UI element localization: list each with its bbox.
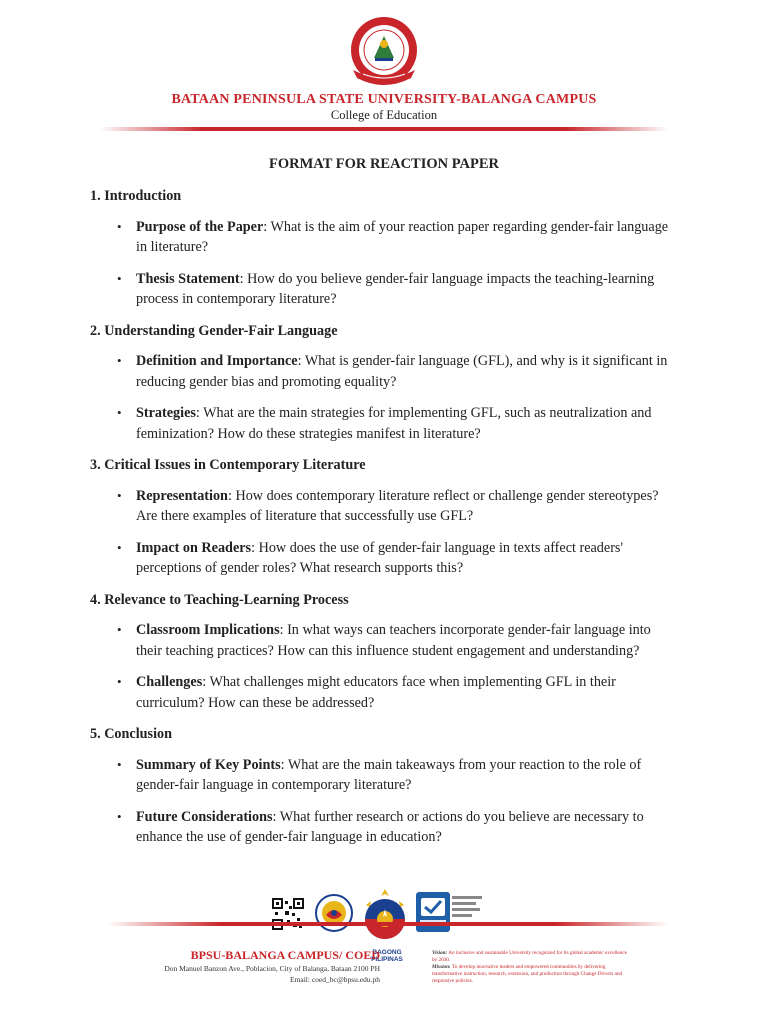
mission-label: Mission: [432, 964, 451, 970]
list-item [90, 672, 680, 713]
list-item [90, 755, 680, 796]
university-name: BATAAN PENINSULA STATE UNIVERSITY-BALANGA CAMPUS [171, 92, 597, 107]
bullet-icon: • [117, 622, 122, 637]
bullet-list [90, 351, 680, 444]
bullet-list [90, 486, 680, 579]
list-item [90, 217, 680, 258]
item-text: : In what ways can teachers incorporate gender-fair language into their teaching practices? How can this influence student engagement and understanding? [136, 622, 651, 659]
footer-address: Don Manuel Banzon Ave., Poblacion, City of Balanga, Bataan 2100 PH [164, 964, 380, 973]
bullet-list [90, 620, 680, 713]
bullet-icon: • [117, 674, 122, 689]
bullet-list [90, 755, 680, 848]
university-seal-logo [345, 14, 423, 90]
section-heading: 5. Conclusion [90, 726, 172, 742]
section-critical-issues [90, 455, 680, 579]
bullet-icon: • [117, 270, 122, 286]
section-heading: 3. Critical Issues in Contemporary Literature [90, 457, 366, 473]
accreditation-seal-logo [314, 893, 354, 933]
footer-email: Email: coed_bc@bpsu.edu.ph [289, 975, 380, 984]
bullet-icon: • [117, 808, 122, 824]
footer-campus: BPSU-BALANGA CAMPUS/ COED [190, 948, 380, 962]
item-term: Impact on Readers [136, 539, 252, 556]
bagong-pilipinas-logo [360, 887, 410, 949]
section-conclusion [90, 724, 680, 848]
item-term: Purpose of the Paper [136, 218, 264, 235]
list-item [90, 403, 680, 444]
item-text: : What are the main strategies for implementing GFL, such as neutralization and feminization? How do these strategies manifest in literature? [136, 405, 652, 442]
list-item [90, 269, 680, 310]
section-heading: 4. Relevance to Teaching-Learning Process [90, 591, 349, 608]
footer-vision [432, 950, 632, 964]
footer-divider [108, 922, 668, 926]
section-relevance [90, 590, 680, 714]
bullet-icon: • [117, 539, 122, 555]
footer-mission [432, 964, 632, 985]
document-body [90, 186, 680, 859]
item-text: : What are the main takeaways from your reaction to the role of gender-fair language in contemporary literature? [136, 756, 642, 793]
list-item [90, 538, 680, 579]
item-term: Representation [136, 487, 228, 504]
item-term: Summary of Key Points [136, 756, 281, 773]
mission-text: To develop innovative leaders and empowered communities by delivering transformative instruction, research, extension, and production through Change Drivers and responsive policies. [432, 964, 623, 984]
bullet-icon: • [117, 353, 122, 368]
section-understanding-gfl [90, 321, 680, 445]
item-text: : How do you believe gender-fair language impacts the teaching-learning process in contemporary literature? [136, 270, 655, 307]
item-text: : How does contemporary literature reflect or challenge gender stereotypes? Are there examples of literature that successfully use GFL? [136, 487, 659, 524]
item-text: : What is the aim of your reaction paper regarding gender-fair language in literature? [136, 218, 669, 255]
vision-text: An inclusive and sustainable University recognized for its global academic excellence by 2030. [432, 950, 627, 963]
bullet-icon: • [117, 405, 122, 420]
vision-label: Vision: [432, 950, 448, 956]
bagong-pilipinas-label: BAGONG PILIPINAS [371, 949, 403, 963]
iso-certification-badge [416, 892, 484, 932]
item-term: Challenges [136, 674, 203, 690]
bullet-icon: • [117, 487, 122, 503]
footer-vision-mission [432, 950, 632, 985]
item-term: Thesis Statement [136, 270, 240, 287]
section-introduction [90, 186, 680, 310]
item-text: : What challenges might educators face when implementing GFL in their curriculum? How can these be addressed? [136, 674, 616, 711]
list-item [90, 807, 680, 848]
item-term: Classroom Implications [136, 622, 280, 638]
bullet-list [90, 217, 680, 310]
bullet-icon: • [117, 218, 122, 234]
section-heading: 1. Introduction [90, 188, 182, 204]
footer-contact [160, 948, 380, 985]
item-term: Future Considerations [136, 808, 273, 825]
item-text: : What further research or actions do you believe are necessary to enhance the use of gender-fair language in education? [136, 808, 644, 845]
item-term: Strategies [136, 405, 196, 421]
bullet-icon: • [117, 756, 122, 772]
header-divider [100, 127, 668, 131]
section-heading: 2. Understanding Gender-Fair Language [90, 322, 338, 339]
page-title: FORMAT FOR REACTION PAPER [269, 156, 499, 172]
item-term: Definition and Importance [136, 353, 298, 369]
college-name: College of Education [330, 108, 438, 122]
item-text: : How does the use of gender-fair language in texts affect readers' perceptions of gender roles? What research supports this? [136, 539, 623, 576]
item-text: : What is gender-fair language (GFL), and why is it significant in reducing gender bias and promoting equality? [136, 353, 668, 390]
list-item [90, 351, 680, 392]
list-item [90, 620, 680, 661]
list-item [90, 486, 680, 527]
